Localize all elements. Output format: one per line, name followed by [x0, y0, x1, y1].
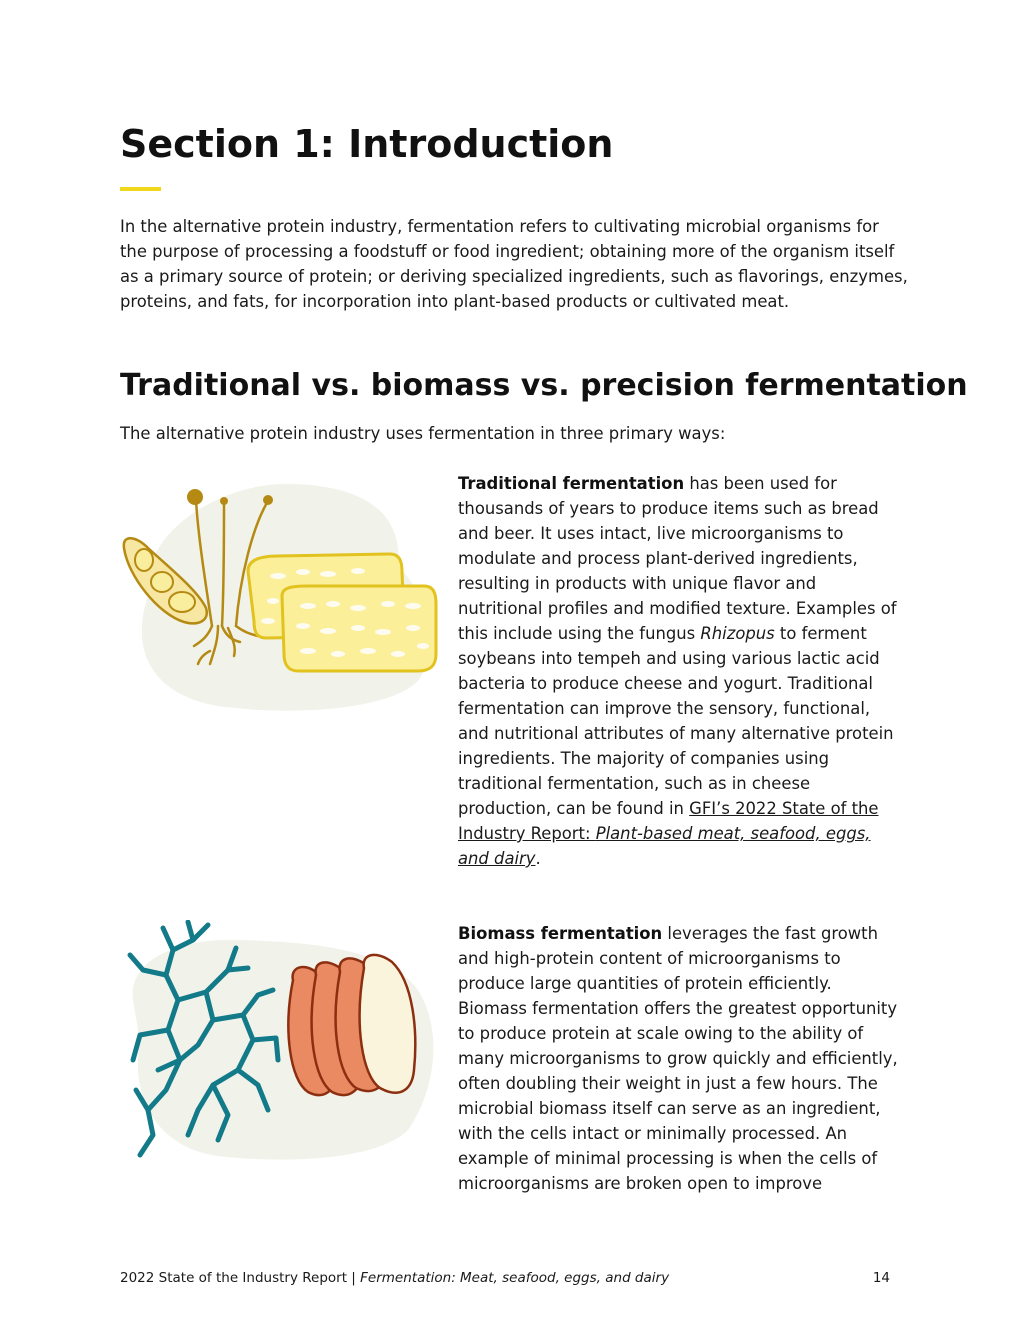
biomass-term: Biomass fermentation: [458, 924, 663, 943]
gfi-report-link-italic: Plant-based meat, seafood, eggs, and dairy: [458, 824, 871, 868]
traditional-term: Traditional fermentation: [458, 474, 685, 493]
rhizopus-term: Rhizopus: [700, 624, 775, 643]
lead-paragraph: The alternative protein industry uses fermentation in three primary ways:: [120, 424, 726, 443]
tempeh-illustration: [118, 476, 440, 716]
biomass-illustration: [118, 920, 440, 1164]
meat-slices-icon: [288, 955, 415, 1095]
traditional-end: .: [535, 849, 541, 868]
biomass-fermentation-paragraph: [458, 921, 903, 1196]
section-subheading: Traditional vs. biomass vs. precision fermentation: [120, 368, 968, 403]
traditional-fermentation-paragraph: [458, 471, 903, 871]
biomass-text: leverages the fast growth and high-protein content of microorganisms to produce large quantities of protein efficiently. Biomass fermentation offers the greatest opportunity to produce protein at scale owing to the ability of many microorganisms to grow quickly and efficiently, often doubling their weight in just a few hours. The microbial biomass itself can serve as an ingredient, with the cells intact or minimally processed. An example of minimal processing is when the cells of microorganisms are broken open to improve: [458, 924, 898, 1193]
page-title: Section 1: Introduction: [120, 122, 614, 166]
footer-report-subtitle: Fermentation: Meat, seafood, eggs, and dairy: [360, 1270, 670, 1286]
gfi-report-link-text: GFI’s 2022 State of the Industry Report:: [458, 799, 879, 843]
traditional-text-2: to ferment soybeans into tempeh and using various lactic acid bacteria to produce cheese and yogurt. Traditional fermentation can improve the sensory, functional, and nutritional attributes of many alternative protein ingredients. The majority of companies using traditional fermentation, such as in cheese production, can be found in: [458, 624, 894, 818]
footer-report-title: 2022 State of the Industry Report |: [120, 1270, 361, 1286]
intro-paragraph: In the alternative protein industry, fermentation refers to cultivating microbial organisms for the purpose of processing a foodstuff or food ingredient; obtaining more of the organism itself as a primary source of protein; or deriving specialized ingredients, such as flavorings, enzymes, proteins, and fats, for incorporation into plant-based products or cultivated meat.: [120, 217, 908, 311]
page-number: 14: [872, 1270, 890, 1286]
traditional-text-1: has been used for thousands of years to produce items such as bread and beer. It uses intact, live microorganisms to modulate and process plant-derived ingredients, resulting in products with unique flavor and nutritional profiles and modified texture. Examples of this include using the fungus: [458, 474, 897, 643]
accent-bar: [120, 187, 161, 191]
page-footer: [120, 1268, 890, 1288]
